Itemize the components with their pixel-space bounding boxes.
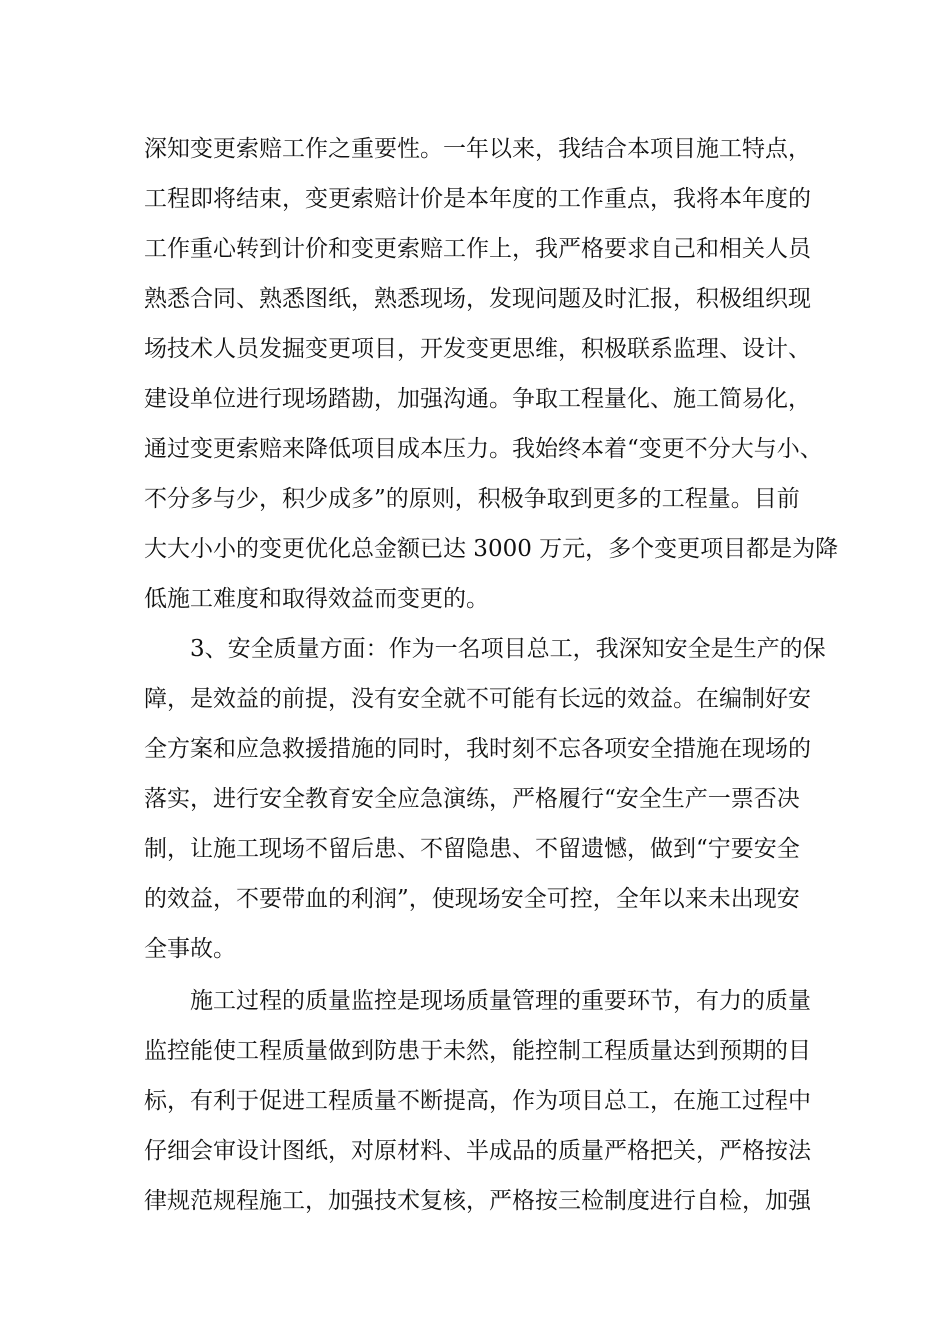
text-line: 落实，进行安全教育安全应急演练，严格履行“安全生产一票否决 [144,786,800,812]
text-line: 大大小小的变更优化总金额已达 3000 万元，多个变更项目都是为降 [144,536,839,562]
text-line: 监控能使工程质量做到防患于未然，能控制工程质量达到预期的目 [144,1038,811,1064]
text-line: 的效益，不要带血的利润”，使现场安全可控，全年以来未出现安 [144,886,800,912]
text-line: 制，让施工现场不留后患、不留隐患、不留遗憾，做到“宁要安全 [144,836,800,862]
text-line: 仔细会审设计图纸，对原材料、半成品的质量严格把关，严格按法 [144,1138,811,1164]
paragraph-safety-quality [144,624,826,974]
text-line: 低施工难度和取得效益而变更的。 [144,586,489,612]
paragraph-quality-monitoring [144,976,810,1226]
text-line: 工程即将结束，变更索赔计价是本年度的工作重点，我将本年度的 [144,186,811,212]
text-line: 全事故。 [144,936,236,962]
text-line: 工作重心转到计价和变更索赔工作上，我严格要求自己和相关人员 [144,236,811,262]
text-line: 深知变更索赔工作之重要性。一年以来，我结合本项目施工特点， [144,136,811,162]
paragraph-change-claims [144,124,839,624]
text-line: 通过变更索赔来降低项目成本压力。我始终本着“变更不分大与小、 [144,436,823,462]
text-line: 建设单位进行现场踏勘，加强沟通。争取工程量化、施工简易化， [144,386,811,412]
text-line: 障，是效益的前提，没有安全就不可能有长远的效益。在编制好安 [144,686,811,712]
text-line: 场技术人员发掘变更项目，开发变更思维，积极联系监理、设计、 [144,336,811,362]
text-line: 熟悉合同、熟悉图纸，熟悉现场，发现问题及时汇报，积极组织现 [144,286,811,312]
text-line: 3、安全质量方面：作为一名项目总工，我深知安全是生产的保 [190,636,826,662]
text-line: 律规范规程施工，加强技术复核，严格按三检制度进行自检，加强 [144,1188,811,1214]
text-line: 施工过程的质量监控是现场质量管理的重要环节，有力的质量 [190,988,811,1014]
text-line: 不分多与少，积少成多”的原则，积极争取到更多的工程量。目前 [144,486,800,512]
text-line: 全方案和应急救援措施的同时，我时刻不忘各项安全措施在现场的 [144,736,811,762]
text-line: 标，有利于促进工程质量不断提高，作为项目总工，在施工过程中 [144,1088,811,1114]
